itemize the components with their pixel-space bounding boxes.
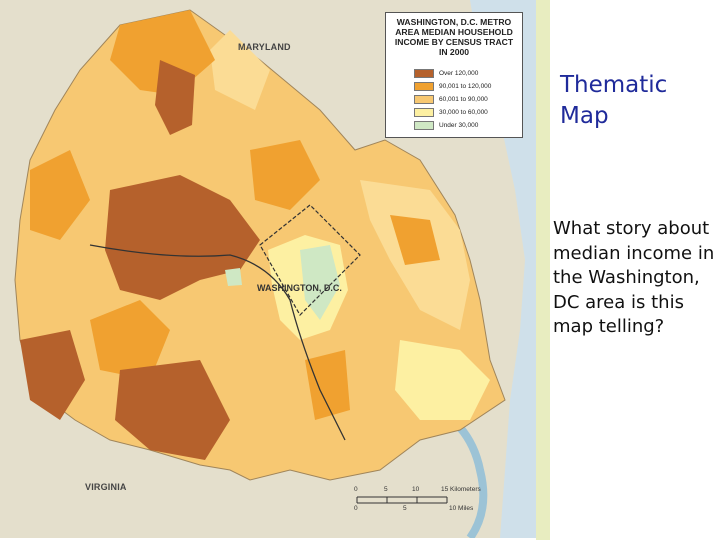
legend-label: 60,001 to 90,000 xyxy=(439,96,488,103)
map-legend xyxy=(385,12,523,138)
legend-swatch xyxy=(414,108,434,117)
scale-mi-0: 0 xyxy=(354,505,358,512)
legend-label: Over 120,000 xyxy=(439,70,479,77)
legend-label: Under 30,000 xyxy=(439,122,479,129)
virginia-label: VIRGINIA xyxy=(85,482,127,492)
scale-mi-10: 10 Miles xyxy=(449,505,474,512)
legend-swatch xyxy=(414,69,434,78)
tract-green-park xyxy=(225,268,242,286)
scale-km-10: 10 xyxy=(412,486,420,493)
washington-label: WASHINGTON, D.C. xyxy=(257,283,342,293)
scale-km-5: 5 xyxy=(384,486,388,493)
maryland-label: MARYLAND xyxy=(238,42,291,52)
scale-km-15: 15 Kilometers xyxy=(441,486,481,493)
legend-label: 90,001 to 120,000 xyxy=(439,83,492,90)
slide-question: What story about median income in the Washington, DC area is this map telling? xyxy=(553,218,715,337)
slide-title: Thematic Map xyxy=(560,72,668,129)
legend-swatch xyxy=(414,121,434,130)
legend-swatch xyxy=(414,82,434,91)
legend-swatch xyxy=(414,95,434,104)
legend-label: 30,000 to 60,000 xyxy=(439,109,488,116)
scale-mi-5: 5 xyxy=(403,505,407,512)
scale-km-0: 0 xyxy=(354,486,358,493)
slide-divider-strip xyxy=(536,0,550,540)
legend-title: WASHINGTON, D.C. METRO AREA MEDIAN HOUSEHOLD INCOME BY CENSUS TRACT IN 2000 xyxy=(394,17,514,57)
